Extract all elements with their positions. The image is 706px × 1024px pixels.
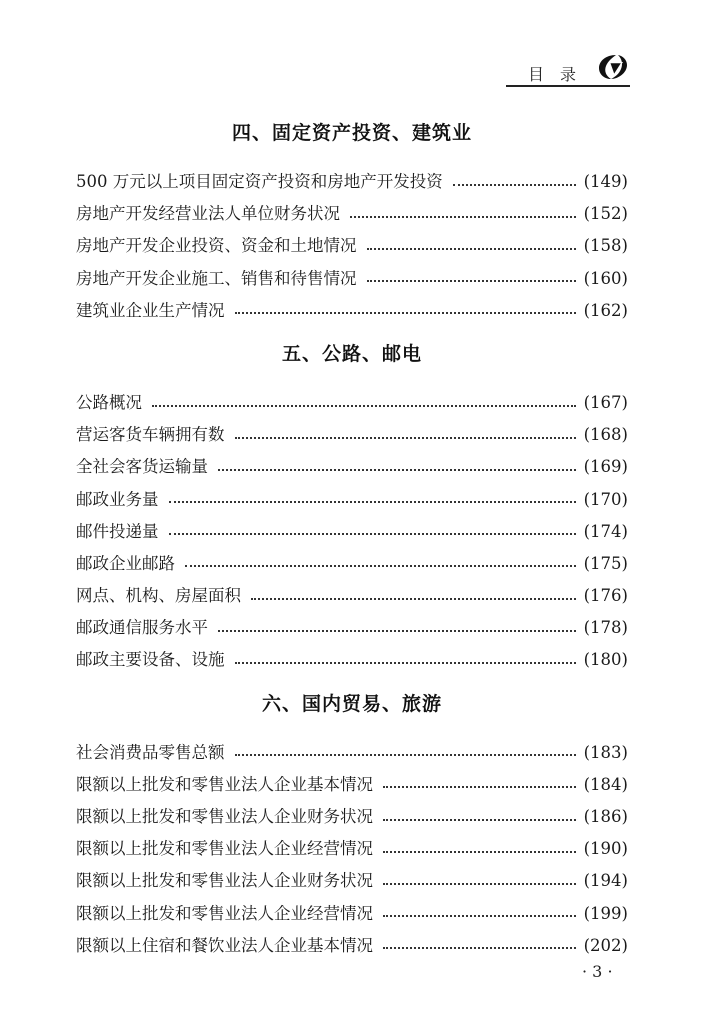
entry-page-number: (175) bbox=[583, 553, 628, 573]
entry-title: 房地产开发企业施工、销售和待售情况 bbox=[76, 268, 357, 288]
toc-entry[interactable] bbox=[76, 419, 628, 451]
entry-title: 限额以上批发和零售业法人企业经营情况 bbox=[76, 903, 373, 923]
entry-title: 网点、机构、房屋面积 bbox=[76, 586, 241, 606]
dot-leader bbox=[169, 532, 576, 535]
entry-page-number: (152) bbox=[583, 204, 628, 224]
dot-leader bbox=[383, 785, 576, 788]
entry-title: 限额以上批发和零售业法人企业财务状况 bbox=[76, 807, 373, 826]
dot-leader bbox=[367, 247, 576, 250]
entry-title: 营运客货车辆拥有数 bbox=[76, 425, 225, 445]
entry-title: 500 万元以上项目固定资产投资和房地产开发投资 bbox=[76, 172, 443, 191]
dot-leader bbox=[185, 564, 576, 567]
entry-page-number: (160) bbox=[583, 268, 628, 288]
entry-title: 限额以上批发和零售业法人企业基本情况 bbox=[76, 774, 373, 794]
entry-title: 建筑业企业生产情况 bbox=[76, 300, 225, 320]
dot-leader bbox=[383, 850, 576, 853]
entry-page-number: (176) bbox=[583, 586, 628, 606]
entry-title: 限额以上住宿和餐饮业法人企业基本情况 bbox=[76, 935, 373, 955]
toc-entry[interactable] bbox=[76, 198, 628, 230]
entry-title: 限额以上批发和零售业法人企业经营情况 bbox=[76, 839, 373, 859]
dot-leader bbox=[367, 279, 576, 282]
toc-entry[interactable] bbox=[76, 295, 628, 327]
dot-leader bbox=[453, 183, 576, 186]
entry-title: 邮政企业邮路 bbox=[76, 553, 175, 573]
entry-page-number: (178) bbox=[583, 618, 628, 638]
section-title: 五、公路、邮电 bbox=[281, 342, 422, 365]
entry-title: 邮件投递量 bbox=[76, 521, 159, 541]
entry-page-number: (180) bbox=[583, 650, 628, 670]
toc-entry[interactable] bbox=[76, 166, 628, 198]
toc-entry[interactable] bbox=[76, 930, 628, 962]
section-title: 六、国内贸易、旅游 bbox=[261, 692, 442, 715]
toc-entry[interactable] bbox=[76, 769, 628, 801]
entry-page-number: (190) bbox=[583, 839, 628, 859]
dot-leader bbox=[235, 436, 576, 439]
dot-leader bbox=[218, 629, 576, 632]
toc-entry[interactable] bbox=[76, 516, 628, 548]
entry-title: 邮政主要设备、设施 bbox=[76, 650, 225, 670]
entry-page-number: (170) bbox=[583, 489, 628, 509]
table-of-contents bbox=[76, 118, 628, 962]
toc-entry[interactable] bbox=[76, 387, 628, 419]
entry-title: 房地产开发企业投资、资金和土地情况 bbox=[76, 236, 357, 256]
dot-leader bbox=[383, 914, 576, 917]
entry-title: 社会消费品零售总额 bbox=[76, 742, 225, 762]
toc-entry[interactable] bbox=[76, 801, 628, 833]
entry-page-number: (167) bbox=[583, 392, 628, 412]
toc-entry[interactable] bbox=[76, 644, 628, 676]
toc-entry[interactable] bbox=[76, 612, 628, 644]
toc-entry[interactable] bbox=[76, 580, 628, 612]
entry-page-number: (158) bbox=[583, 236, 628, 256]
entry-title: 邮政通信服务水平 bbox=[76, 618, 208, 638]
book-logo-icon bbox=[596, 52, 630, 82]
header-title: 目录 bbox=[528, 65, 593, 84]
entry-page-number: (168) bbox=[583, 425, 628, 445]
entry-page-number: (194) bbox=[583, 871, 628, 891]
entry-title: 全社会客货运输量 bbox=[76, 457, 208, 477]
entry-page-number: (174) bbox=[583, 521, 628, 541]
dot-leader bbox=[152, 404, 576, 407]
dot-leader bbox=[251, 597, 576, 600]
entry-page-number: (162) bbox=[583, 300, 628, 320]
dot-leader bbox=[350, 215, 576, 218]
toc-entry[interactable] bbox=[76, 451, 628, 483]
toc-entry[interactable] bbox=[76, 263, 628, 295]
entry-page-number: (183) bbox=[583, 742, 628, 762]
entry-page-number: (202) bbox=[583, 935, 628, 955]
header-rule bbox=[506, 85, 630, 87]
toc-entry[interactable] bbox=[76, 548, 628, 580]
toc-entry[interactable] bbox=[76, 737, 628, 769]
entry-title: 房地产开发经营业法人单位财务状况 bbox=[76, 204, 340, 224]
toc-section bbox=[76, 118, 628, 327]
entry-title: 邮政业务量 bbox=[76, 489, 159, 509]
toc-section bbox=[76, 689, 628, 962]
toc-section bbox=[76, 339, 628, 677]
toc-entry[interactable] bbox=[76, 833, 628, 865]
toc-entry[interactable] bbox=[76, 898, 628, 930]
page-number: · 3 · bbox=[582, 962, 613, 981]
dot-leader bbox=[383, 882, 576, 885]
dot-leader bbox=[169, 500, 576, 503]
toc-entry[interactable] bbox=[76, 865, 628, 897]
section-title: 四、固定资产投资、建筑业 bbox=[231, 122, 472, 144]
dot-leader bbox=[235, 311, 576, 314]
entry-title: 公路概况 bbox=[76, 392, 142, 412]
dot-leader bbox=[235, 753, 576, 756]
running-header bbox=[506, 52, 630, 88]
toc-entry[interactable] bbox=[76, 230, 628, 262]
dot-leader bbox=[218, 468, 576, 471]
toc-entry[interactable] bbox=[76, 484, 628, 516]
entry-page-number: (186) bbox=[583, 807, 628, 826]
entry-page-number: (184) bbox=[583, 774, 628, 794]
dot-leader bbox=[235, 661, 576, 664]
dot-leader bbox=[383, 946, 576, 949]
entry-page-number: (169) bbox=[583, 457, 628, 477]
dot-leader bbox=[383, 818, 576, 821]
entry-page-number: (199) bbox=[583, 903, 628, 923]
entry-page-number: (149) bbox=[583, 172, 628, 191]
entry-title: 限额以上批发和零售业法人企业财务状况 bbox=[76, 871, 373, 891]
